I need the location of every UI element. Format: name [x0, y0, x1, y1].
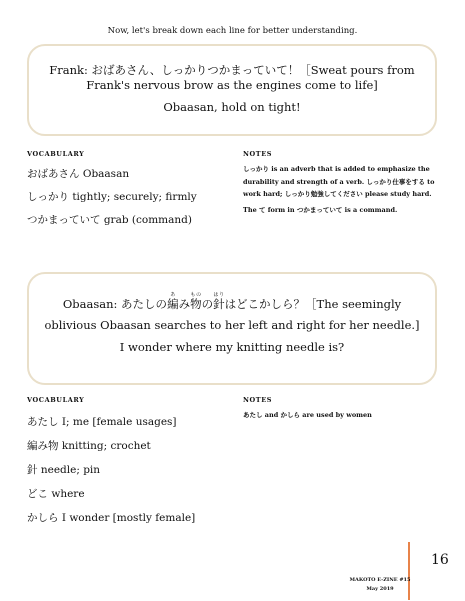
notes-list [243, 409, 448, 422]
note-item: The て form in つかまっていて is a command. [243, 205, 398, 214]
furigana-word: 針はり [213, 292, 225, 311]
vocabulary-item: どこ where [27, 488, 85, 500]
vocabulary-heading: VOCABULARY [27, 150, 85, 158]
dialogue-line: Frank's nervous brow as the engines come to life] [86, 78, 378, 92]
vocabulary-item: 編み物 knitting; crochet [27, 440, 151, 452]
furigana-word: 物もの [190, 292, 202, 311]
dialogue-card-obaasan [27, 272, 437, 385]
note-item: しっかり is an adverb that is added to emphasize the durability and strength of a verb. しっかり仕事をする to work hard; しっかり勉強してください please study hard. [243, 165, 435, 198]
furigana-word: 編あ [167, 292, 179, 311]
notes-heading: NOTES [243, 396, 273, 404]
note-item: あたし and かしら are used by women [243, 411, 372, 419]
dialogue-line: Obaasan: あたしの編あみ物ものの針はりはどこかしら？［The seemingly [62, 292, 402, 311]
speaker-text: Obaasan: あたしの [62, 297, 168, 311]
vocabulary-heading: VOCABULARY [27, 396, 85, 404]
vocabulary-item: 針 needle; pin [27, 464, 101, 476]
dialogue-card-frank [27, 44, 437, 136]
page-number: 16 [431, 552, 449, 568]
zine-title: MAKOTO E-ZINE #15 [349, 577, 411, 583]
vocabulary-item: おばあさん Obaasan [27, 168, 130, 180]
dialogue-translation: I wonder where my knitting needle is? [119, 340, 345, 354]
dialogue-translation: Obaasan, hold on tight! [163, 100, 301, 114]
issue-date: May 2019 [366, 586, 394, 592]
vocabulary-item: しっかり tightly; securely; firmly [27, 191, 197, 203]
notes-list [243, 163, 448, 216]
dialogue-line: oblivious Obaasan searches to her left and right for her needle.] [44, 318, 420, 332]
vocabulary-item: あたし I; me [female usages] [27, 416, 177, 428]
footer-credit [341, 576, 419, 594]
notes-heading: NOTES [243, 150, 273, 158]
dialogue-line: Frank: おばあさん、しっかりつかまっていて！［Sweat pours from [49, 63, 415, 77]
vocabulary-item: かしら I wonder [mostly female] [27, 512, 196, 524]
vocabulary-list [27, 410, 195, 530]
intro-text: Now, let's break down each line for better understanding. [107, 26, 358, 36]
vocabulary-item: つかまっていて grab (command) [27, 214, 192, 226]
vocabulary-list [27, 163, 197, 232]
